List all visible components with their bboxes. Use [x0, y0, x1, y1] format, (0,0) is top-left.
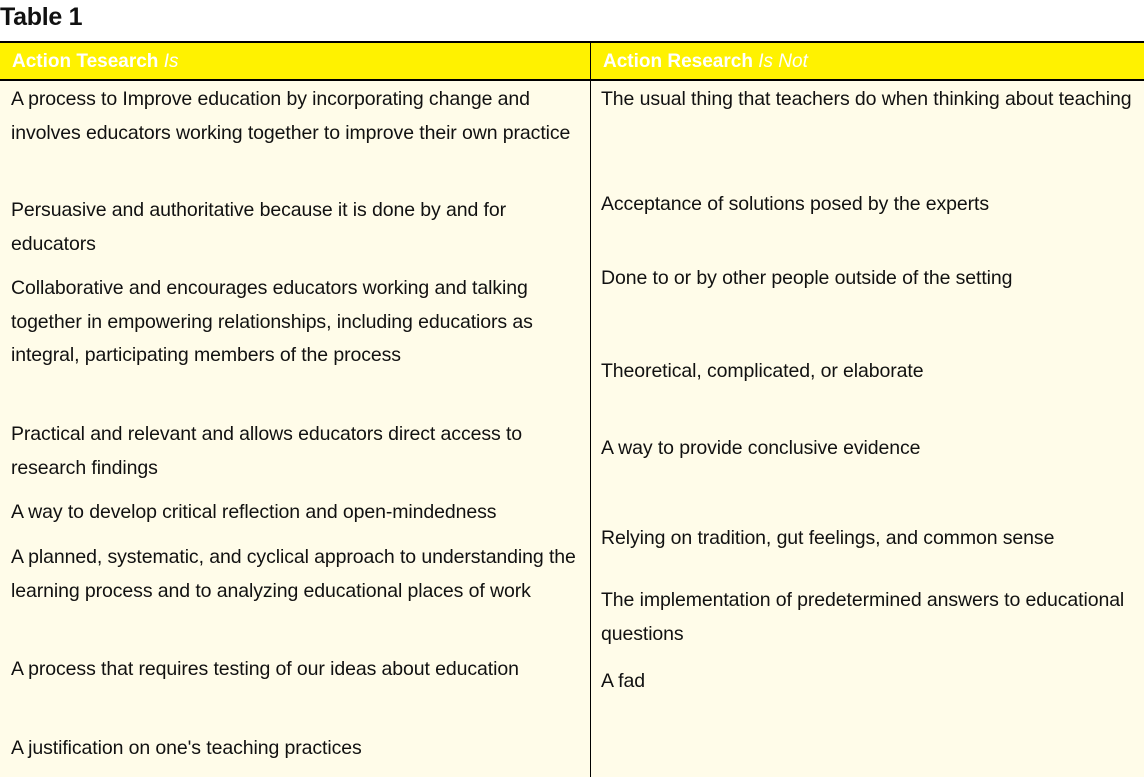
header-emphasis-text: Is	[163, 51, 179, 72]
header-main-text: Action Research	[603, 51, 759, 72]
is-item: A process to Improve education by incorporating change and involves educators working together to improve their own practice	[11, 88, 571, 144]
comparison-table	[0, 41, 1144, 777]
is-item: Collaborative and encourages educators working and talking together in empowering relationships, including educatiors as integral, participating members of the process	[11, 277, 533, 366]
header-emphasis-text: Is Not	[758, 51, 808, 72]
is-not-item: The implementation of predetermined answers to educational questions	[601, 589, 1125, 645]
is-not-item: Done to or by other people outside of the setting	[601, 267, 1013, 289]
is-item: A way to develop critical reflection and open-mindedness	[11, 501, 497, 523]
is-not-item: Relying on tradition, gut feelings, and common sense	[601, 527, 1055, 549]
table-header-row	[0, 41, 1144, 81]
is-item: Practical and relevant and allows educators direct access to research findings	[11, 423, 523, 479]
is-not-item: Acceptance of solutions posed by the experts	[601, 193, 990, 215]
is-item: A process that requires testing of our ideas about education	[11, 658, 519, 680]
is-not-item: The usual thing that teachers do when thinking about teaching	[601, 88, 1132, 110]
is-item: A planned, systematic, and cyclical approach to understanding the learning process and to analyzing educational places of work	[11, 546, 576, 602]
is-item: Persuasive and authoritative because it is done by and for educators	[11, 199, 507, 255]
column-divider	[590, 41, 591, 777]
is-not-item: Theoretical, complicated, or elaborate	[601, 360, 924, 382]
header-main-text: Action Tesearch	[12, 51, 164, 72]
is-not-item: A fad	[601, 670, 645, 692]
table-caption: Table 1	[0, 3, 83, 31]
is-item: A justification on one's teaching practices	[11, 737, 362, 759]
is-not-item: A way to provide conclusive evidence	[601, 437, 921, 459]
header-action-research-is-not	[591, 43, 1144, 79]
header-action-research-is	[0, 43, 590, 79]
